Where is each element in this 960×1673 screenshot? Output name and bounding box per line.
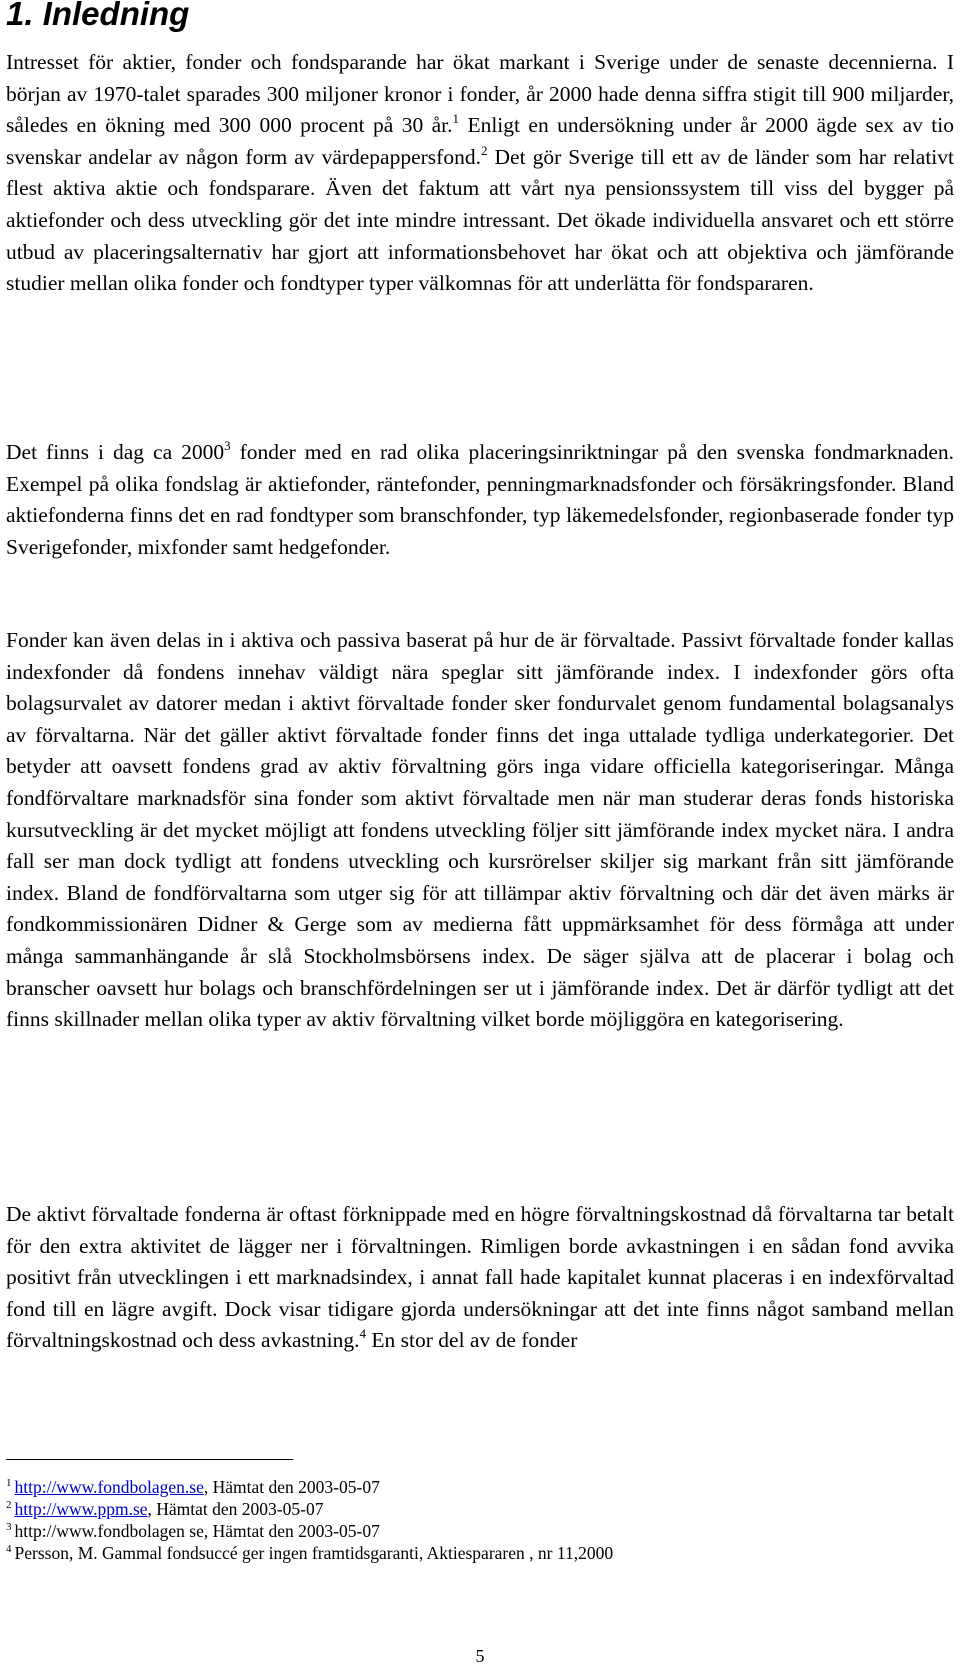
paragraph-text: En stor del av de fonder (366, 1328, 578, 1353)
footnote-text: http://www.fondbolagen se, Hämtat den 2003-05-07 (14, 1521, 380, 1541)
footnote-number: 3 (6, 1521, 12, 1533)
paragraph-text: Fonder kan även delas in i aktiva och passiva baserat på hur de är förvaltade. Passivt förvaltade fonder kallas indexfonder då fondens innehav väldigt nära speglar sitt jämförande index. I indexfonder görs ofta bolagsurvalet av datorer medan i aktivt förvaltade fonder sker fondurvalet genom fundamental bolagsanalys av förvaltarna. När det gäller aktivt förvaltade fonder finns det inga uttalade tydliga underkategorier. Det betyder att oavsett fondens grad av aktiv förvaltning görs inga vidare officiella kategoriseringar. Många fondförvaltare marknadsför sina fonder som aktivt förvaltade men när man studerar deras fonds historiska kursutveckling är det mycket möjligt att fondens utveckling följer sitt jämförande index mycket nära. I andra fall ser man dock tydligt att fondens utveckling och kursrörelser skiljer sig markant från sitt jämförande index. Bland de fondförvaltarna som utger sig för att tillämpar aktiv förvaltning och där det även märks är fondkommissionären Didner & Gerge som av medierna fått uppmärksamhet för dess förmåga att under många sammanhängande år slå Stockholmsbörsens index. De säger själva att de placerar i bolag och branscher oavsett hur bolags och branschfördelningen ser ut i jämförande index. Det är därför tydligt att det finns skillnader mellan olika typer av aktiv förvaltning vilket borde möjliggöra en kategorisering. (6, 628, 954, 1032)
footnote-text: Persson, M. Gammal fondsuccé ger ingen framtidsgaranti, Aktiespararen , nr 11,2000 (14, 1543, 614, 1563)
footnote-reference: 3 (224, 438, 231, 453)
footnote-4 (6, 1542, 613, 1564)
footnote-reference: 2 (480, 142, 488, 158)
footnote-separator (6, 1459, 293, 1460)
paragraph-text: De aktivt förvaltade fonderna är oftast förknippade med en högre förvaltningskostnad då förvaltarna tar betalt för den extra aktivitet de lägger ner i förvaltningen. Rimligen borde avkastningen i en sådan fond avvika positivt från utvecklingen i ett marknadsindex, i annat fall hade kapitalet kunnat placeras i en indexförvaltad fond till en lägre avgift. Dock visar tidigare gjorda undersökningar att det inte finns något samband mellan förvaltningskostnad och dess avkastning. (6, 1202, 954, 1353)
paragraph-costs (6, 1199, 954, 1357)
paragraph-text: Det finns i dag ca 2000 (6, 440, 225, 464)
footnote-link[interactable]: http://www.fondbolagen.se (14, 1477, 204, 1497)
footnote-number: 1 (6, 1477, 12, 1489)
footnote-reference: 1 (452, 111, 460, 127)
footnote-link[interactable]: http://www.ppm.se (14, 1499, 148, 1519)
paragraph-fund-count (6, 437, 954, 563)
paragraph-text: fonder med en rad olika placeringsinriktningar på den svenska fondmarknaden. Exempel på olika fondslag är aktiefonder, räntefonder, penningmarknadsfonder och försäkringsfonder. Bland aktiefonderna finns det en rad fondtyper som branschfonder, typ läkemedelsfonder, regionbaserade fonder typ Sverigefonder, mixfonder samt hedgefonder. (6, 440, 954, 559)
paragraph-intro (6, 47, 954, 300)
paragraph-text: Enligt en undersökning under år 2000 ägde sex av tio svenskar andelar av någon form av värdepappersfond. (6, 113, 954, 169)
footnote-text: , Hämtat den 2003-05-07 (147, 1499, 324, 1519)
paragraph-text: Det gör Sverige till ett av de länder som har relativt flest aktiva aktie och fondsparare. Även det faktum att vårt nya pensionssystem till viss del bygger på aktiefonder och dess utveckling gör det inte mindre intressant. Det ökade individuella ansvaret och ett större utbud av placeringsalternativ har gjort att informationsbehovet har ökat och att objektiva och jämförande studier mellan olika fonder och fondtyper typer välkomnas för att underlätta för fondspararen. (6, 144, 954, 296)
footnote-1 (6, 1476, 613, 1498)
page-number: 5 (475, 1646, 485, 1666)
footnote-text: , Hämtat den 2003-05-07 (203, 1477, 380, 1497)
paragraph-text: Intresset för aktier, fonder och fondsparande har ökat markant i Sverige under de senaste decennierna. I början av 1970-talet sparades 300 miljoner kronor i fonder, år 2000 hade denna siffra stigit till 900 miljarder, således en ökning med 300 000 procent på 30 år. (6, 50, 954, 138)
footnotes-list (6, 1476, 613, 1564)
footnote-3 (6, 1520, 613, 1542)
footnote-number: 4 (6, 1543, 12, 1555)
section-heading: 1. Inledning (6, 0, 190, 32)
paragraph-active-passive (6, 625, 954, 1036)
footnote-2 (6, 1498, 613, 1520)
footnote-reference: 4 (359, 1326, 367, 1342)
footnote-number: 2 (6, 1499, 12, 1511)
